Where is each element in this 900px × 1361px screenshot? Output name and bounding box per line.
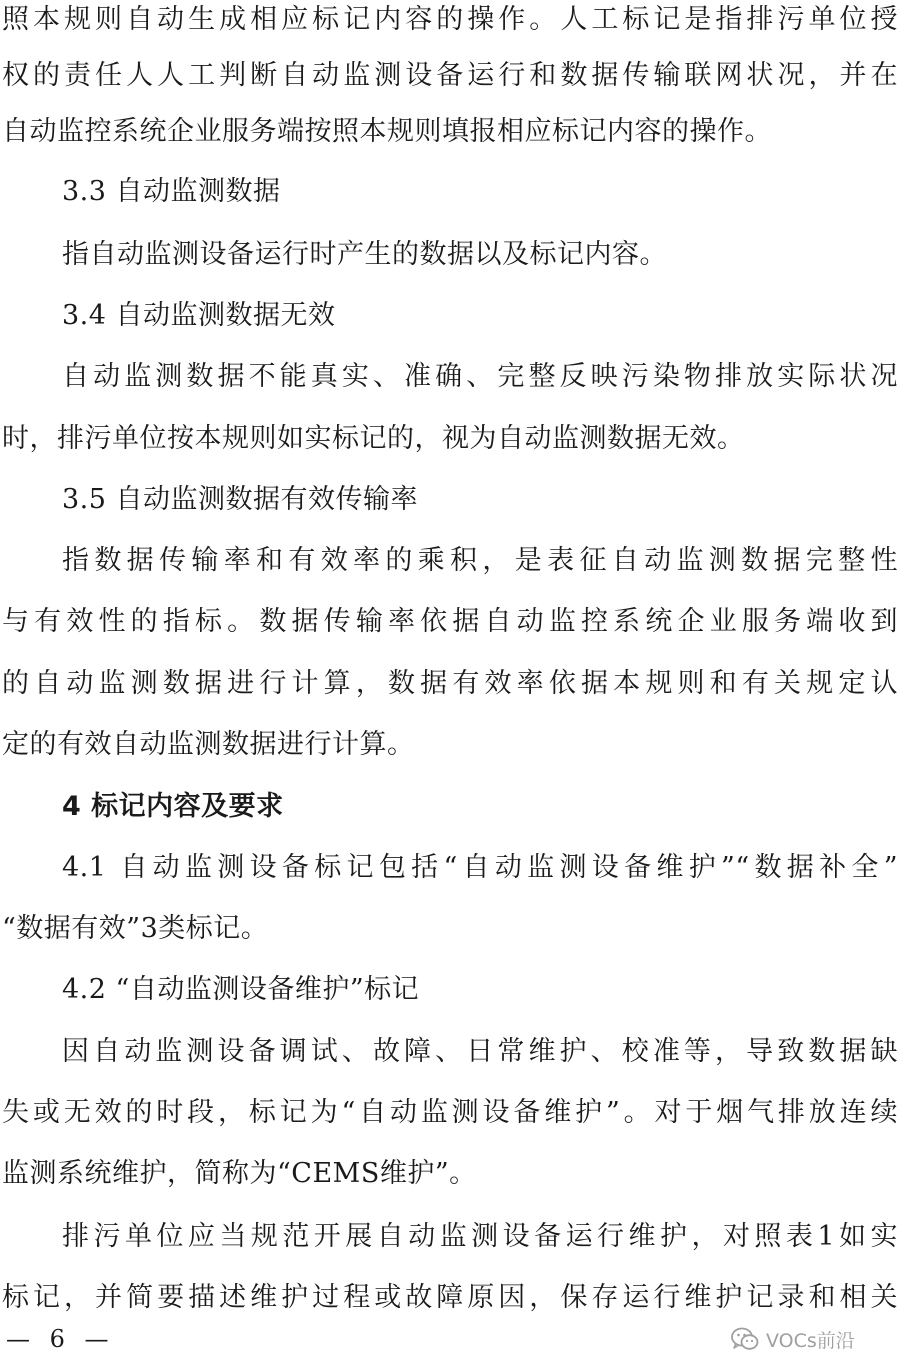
paragraph-line: 标记，并简要描述维护过程或故障原因，保存运行维护记录和相关 <box>2 1282 898 1313</box>
page-footer <box>0 1318 900 1361</box>
paragraph-line: 时，排污单位按本规则如实标记的，视为自动监测数据无效。 <box>2 423 745 454</box>
paragraph-line: 自动监测数据不能真实、准确、完整反映污染物排放实际状况 <box>62 361 898 392</box>
page-number: — 6 — <box>6 1325 115 1353</box>
section-heading-4-1: 4.1 自动监测设备标记包括“自动监测设备维护”“数据补全” <box>62 852 898 883</box>
paragraph-line: 照本规则自动生成相应标记内容的操作。人工标记是指排污单位授 <box>2 4 898 35</box>
section-heading-4-2: 4.2 “自动监测设备维护”标记 <box>62 974 420 1005</box>
paragraph-line: 监测系统维护，简称为“CEMS维护”。 <box>2 1158 477 1189</box>
section-heading-4: 4 标记内容及要求 <box>62 791 284 822</box>
section-heading-3-4: 3.4 自动监测数据无效 <box>62 300 336 331</box>
wechat-icon <box>730 1326 760 1352</box>
paragraph-line: 与有效性的指标。数据传输率依据自动监控系统企业服务端收到 <box>2 606 898 637</box>
paragraph-line: “数据有效”3类标记。 <box>2 913 269 944</box>
paragraph-line: 权的责任人人工判断自动监测设备运行和数据传输联网状况，并在 <box>2 60 898 91</box>
watermark-text: VOCs前沿 <box>766 1329 855 1352</box>
section-heading-3-3: 3.3 自动监测数据 <box>62 176 281 207</box>
paragraph-line: 的自动监测数据进行计算，数据有效率依据本规则和有关规定认 <box>2 668 898 699</box>
paragraph-line: 因自动监测设备调试、故障、日常维护、校准等，导致数据缺 <box>62 1036 898 1067</box>
paragraph-line: 自动监控系统企业服务端按照本规则填报相应标记内容的操作。 <box>2 116 772 147</box>
section-heading-3-5: 3.5 自动监测数据有效传输率 <box>62 484 419 515</box>
paragraph-line: 排污单位应当规范开展自动监测设备运行维护，对照表1如实 <box>62 1221 898 1252</box>
paragraph-line: 定的有效自动监测数据进行计算。 <box>2 729 415 760</box>
paragraph-line: 指数据传输率和有效率的乘积，是表征自动监测数据完整性 <box>62 545 898 576</box>
watermark <box>730 1322 855 1356</box>
paragraph-line: 失或无效的时段，标记为“自动监测设备维护”。对于烟气排放连续 <box>2 1097 898 1128</box>
paragraph-line: 指自动监测设备运行时产生的数据以及标记内容。 <box>62 239 667 270</box>
